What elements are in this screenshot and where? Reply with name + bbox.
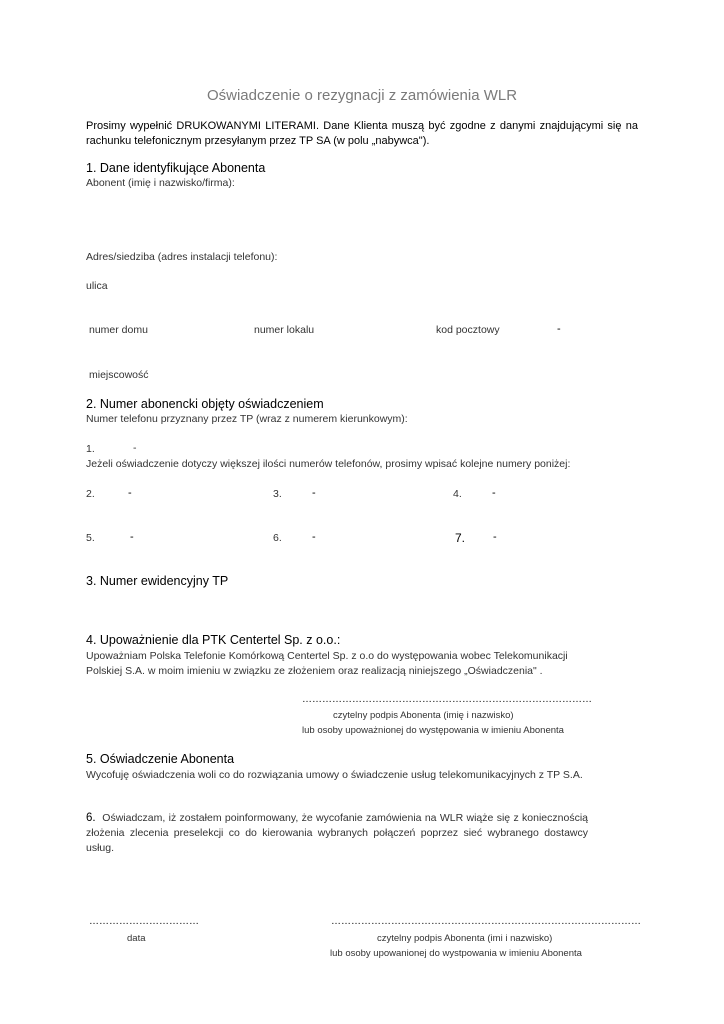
preselection-statement	[86, 811, 588, 856]
phone-number-subtitle: Numer telefonu przyznany przez TP (wraz z numerem kierunkowym):	[86, 413, 408, 425]
apartment-number-label: numer lokalu	[254, 324, 315, 336]
phone-number-6-dash: -	[312, 531, 316, 543]
postal-code-label: kod pocztowy	[436, 324, 500, 336]
phone-number-1-label: 1.	[86, 443, 95, 455]
authorization-signature-line: ……………………………………………………………………………	[302, 694, 592, 705]
phone-number-7-dash: -	[493, 531, 497, 543]
statement-6-number: 6.	[86, 812, 96, 824]
postal-code-dash: -	[557, 323, 561, 335]
withdrawal-statement: Wycofuję oświadczenia woli co do rozwiązania umowy o świadczenie usług telekomunikacyjnych z TP S.A.	[86, 769, 583, 781]
section-1-heading: 1. Dane identyfikujące Abonenta	[86, 161, 266, 175]
phone-number-4-dash: -	[492, 487, 496, 499]
section-4-heading: 4. Upoważnienie dla PTK Centertel Sp. z o.o.:	[86, 633, 341, 647]
house-number-label: numer domu	[89, 324, 148, 336]
document-title: Oświadczenie o rezygnacji z zamówienia WLR	[206, 87, 518, 104]
section-3-heading: 3. Numer ewidencyjny TP	[86, 574, 229, 588]
phone-number-3-dash: -	[312, 487, 316, 499]
phone-number-5-label: 5.	[86, 532, 95, 544]
phone-number-2-label: 2.	[86, 488, 95, 500]
phone-number-5-dash: -	[130, 531, 134, 543]
final-signature-line: …………………………………………………………………………………	[331, 916, 641, 927]
section-5-heading: 5. Oświadczenie Abonenta	[86, 752, 235, 766]
street-label: ulica	[86, 280, 108, 292]
phone-number-3-label: 3.	[273, 488, 282, 500]
subscriber-label: Abonent (imię i nazwisko/firma):	[86, 177, 235, 189]
section-2-heading: 2. Numer abonencki objęty oświadczeniem	[86, 397, 324, 411]
intro-instructions: Prosimy wypełnić DRUKOWANYMI LITERAMI. Dane Klienta muszą być zgodne z danymi znajdującymi się na rachunku telefonicznym przesyłanym przez TP SA (w polu „nabywca").	[86, 120, 638, 147]
authorization-signature-caption: czytelny podpis Abonenta (imię i nazwisko)	[333, 710, 514, 721]
date-line: ……………………………	[89, 916, 199, 927]
more-numbers-note: Jeżeli oświadczenie dotyczy większej ilości numerów telefonów, prosimy wpisać kolejne numery poniżej:	[86, 458, 571, 470]
date-label: data	[127, 933, 146, 944]
phone-number-7-label: 7.	[455, 531, 466, 545]
final-signature-caption-2: lub osoby upowanionej do wystpowania w imieniu Abonenta	[330, 948, 582, 959]
authorization-signature-caption-2: lub osoby upoważnionej do występowania w imieniu Abonenta	[302, 725, 564, 736]
phone-number-1-dash: -	[133, 442, 137, 454]
phone-number-6-label: 6.	[273, 532, 282, 544]
phone-number-2-dash: -	[128, 487, 132, 499]
authorization-text: Upoważniam Polska Telefonie Komórkową Centertel Sp. z o.o do występowania wobec Telekomunikacji Polskiej S.A. w moim imieniu w związku ze złożeniem oraz realizacją niniejszego „Oświadczenia" .	[86, 650, 568, 677]
phone-number-4-label: 4.	[453, 488, 462, 500]
statement-6-text: Oświadczam, iż zostałem poinformowany, że wycofanie zamówienia na WLR wiąże się z koniecznością złożenia zlecenia preselekcji co do kierowania wybranych połączeń poprzez sieć wybranego dostawcy usług.	[86, 812, 588, 854]
city-label: miejscowość	[89, 369, 149, 381]
final-signature-caption: czytelny podpis Abonenta (imi i nazwisko)	[377, 933, 553, 944]
address-label: Adres/siedziba (adres instalacji telefonu):	[86, 251, 278, 263]
